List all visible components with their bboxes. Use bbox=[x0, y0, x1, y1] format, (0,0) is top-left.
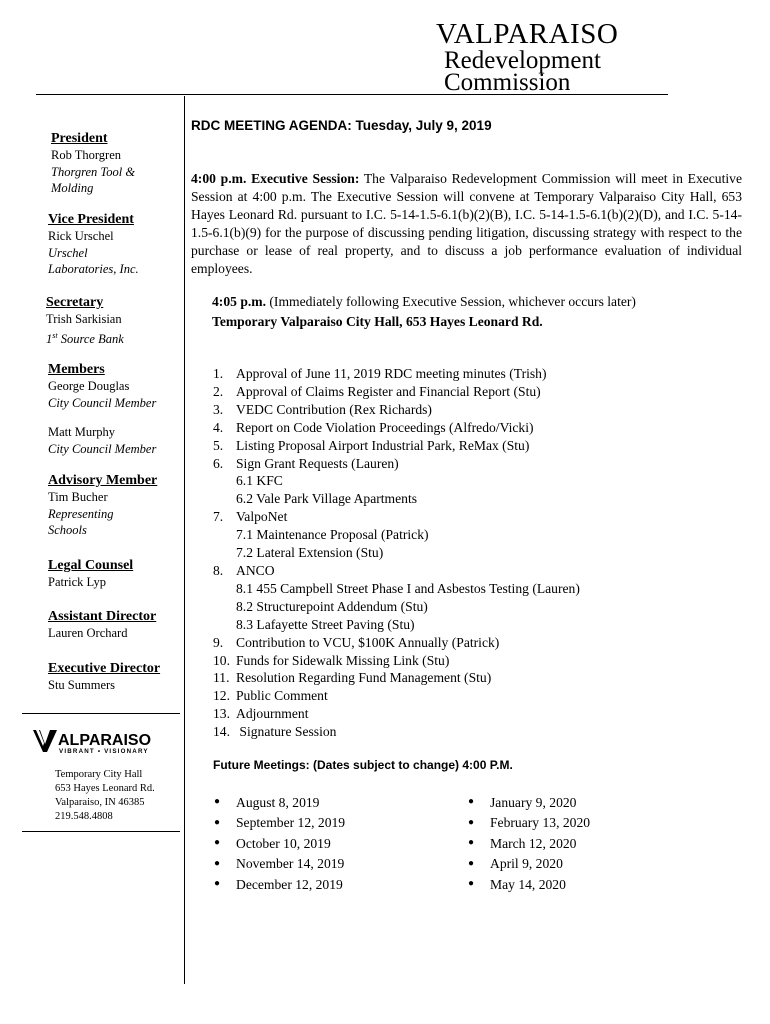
future-meeting-date-text: September 12, 2019 bbox=[236, 815, 346, 831]
meeting-location: Temporary Valparaiso City Hall, 653 Hayes Leonard Rd. bbox=[212, 314, 543, 329]
sidebar-advisory-member bbox=[48, 473, 180, 539]
advisory-member-title: Advisory Member bbox=[48, 473, 158, 488]
future-meeting-date bbox=[468, 793, 590, 813]
executive-director-name: Stu Summers bbox=[48, 678, 116, 692]
agenda-item-number: 2. bbox=[213, 383, 224, 399]
agenda-item bbox=[213, 365, 580, 383]
vice-president-name: Rick Urschel bbox=[48, 229, 114, 243]
president-name: Rob Thorgren bbox=[51, 148, 122, 162]
vice-president-org-line1: Urschel bbox=[48, 245, 88, 260]
agenda-item-text: Adjournment bbox=[236, 706, 309, 722]
president-org-line2: Molding bbox=[51, 181, 94, 195]
future-meeting-date bbox=[214, 854, 345, 874]
member-name: Matt Murphy bbox=[48, 425, 116, 439]
agenda-item-number: 7. bbox=[213, 509, 224, 525]
agenda-item-number: 4. bbox=[213, 419, 224, 435]
secretary-name: Trish Sarkisian bbox=[46, 312, 122, 326]
agenda-item-number: 14. bbox=[213, 724, 230, 740]
president-title: President bbox=[51, 131, 108, 146]
agenda-subitem: 6.1 KFC bbox=[236, 473, 283, 489]
future-meeting-date-text: May 14, 2020 bbox=[490, 876, 566, 892]
sidebar-divider bbox=[184, 96, 185, 984]
agenda-subitem: 6.2 Vale Park Village Apartments bbox=[236, 491, 418, 507]
future-meetings-right bbox=[468, 793, 590, 895]
logo-wordmark: ALPARAISO bbox=[58, 732, 152, 749]
sidebar-president bbox=[51, 131, 183, 197]
future-meeting-date bbox=[468, 875, 590, 895]
future-meeting-date-text: February 13, 2020 bbox=[490, 815, 591, 831]
sidebar-secretary bbox=[46, 295, 178, 347]
logo-tagline: VIBRANT • VISIONARY bbox=[59, 748, 149, 754]
bullet-icon: ● bbox=[214, 816, 221, 828]
header-divider bbox=[36, 94, 668, 95]
address-divider-bottom bbox=[22, 831, 180, 832]
president-org-line1: Thorgren Tool & bbox=[51, 164, 136, 179]
meeting-time-note: (Immediately following Executive Session, whichever occurs later) bbox=[266, 294, 636, 309]
future-meeting-date bbox=[214, 875, 345, 895]
agenda-item-text: Public Comment bbox=[236, 688, 328, 704]
agenda-item-text: Contribution to VCU, $100K Annually (Patrick) bbox=[236, 634, 500, 650]
future-meeting-date bbox=[468, 854, 590, 874]
agenda-item-text: Approval of Claims Register and Financial Report (Stu) bbox=[236, 383, 541, 399]
executive-session-paragraph bbox=[191, 170, 742, 278]
executive-session-text: The Valparaiso Redevelopment Commission will meet in Executive Session at 4:00 p.m. The Executive Session will convene at Temporary Valparaiso City Hall, 653 Hayes Leonard Rd. pursuant to I.C. 5-14-1.5-6.1(b)(2)(B), I.C. 5-14-1.5-6.1(b)(2)(D), and I.C. 5-14-1.5-6.1(b)(9) for the purpose of discussing pending litigation, discussing strategy with respect to the purchase or lease of real property, and to discuss a job performance evaluation of individual employees. bbox=[191, 171, 742, 276]
agenda-item-text: VEDC Contribution (Rex Richards) bbox=[236, 401, 432, 417]
member-name: George Douglas bbox=[48, 379, 130, 393]
agenda-item-text: Report on Code Violation Proceedings (Alfredo/Vicki) bbox=[236, 419, 534, 435]
agenda-item-number: 5. bbox=[213, 437, 224, 453]
agenda-item bbox=[213, 455, 580, 473]
advisory-member-org-line1: Representing bbox=[48, 506, 114, 521]
future-meeting-date-text: October 10, 2019 bbox=[236, 835, 331, 851]
agenda-heading: RDC MEETING AGENDA: Tuesday, July 9, 2019 bbox=[191, 118, 492, 133]
bullet-icon: ● bbox=[468, 837, 475, 849]
agenda-item-text: Signature Session bbox=[236, 724, 337, 740]
secretary-org-sup: st bbox=[52, 330, 58, 340]
sidebar-assistant-director bbox=[48, 609, 180, 642]
sidebar-vice-president bbox=[48, 212, 180, 278]
agenda-item-number: 1. bbox=[213, 366, 224, 381]
secretary-org-rest: Source Bank bbox=[57, 331, 124, 346]
bullet-icon: ● bbox=[468, 816, 475, 828]
assistant-director-name: Lauren Orchard bbox=[48, 626, 128, 640]
address-block bbox=[55, 768, 155, 824]
agenda-item-text: ValpoNet bbox=[236, 509, 288, 525]
agenda-item-number: 10. bbox=[213, 652, 230, 668]
agenda-item-number: 9. bbox=[213, 634, 224, 650]
agenda-item bbox=[213, 705, 580, 723]
sidebar-members bbox=[48, 362, 180, 457]
advisory-member-org-line2: Schools bbox=[48, 523, 87, 537]
agenda-subitem: 7.2 Lateral Extension (Stu) bbox=[236, 545, 384, 561]
future-meeting-date bbox=[214, 813, 345, 833]
agenda-item-text: Resolution Regarding Fund Management (Stu) bbox=[236, 670, 492, 686]
commission-subtitle-line1: Redevelopment bbox=[444, 47, 601, 74]
agenda-item-number: 8. bbox=[213, 562, 224, 578]
agenda-item-text: Funds for Sidewalk Missing Link (Stu) bbox=[236, 652, 450, 668]
agenda-item-number: 12. bbox=[213, 688, 230, 704]
agenda-item-text: Approval of June 11, 2019 RDC meeting minutes (Trish) bbox=[236, 366, 547, 381]
address-line: 653 Hayes Leonard Rd. bbox=[55, 783, 155, 794]
future-meeting-date-text: December 12, 2019 bbox=[236, 876, 343, 892]
agenda-item bbox=[213, 383, 580, 401]
agenda-subitem: 8.2 Structurepoint Addendum (Stu) bbox=[236, 598, 428, 614]
address-line: Temporary City Hall bbox=[55, 769, 143, 780]
bullet-icon: ● bbox=[214, 857, 221, 869]
advisory-member-name: Tim Bucher bbox=[48, 490, 108, 504]
valparaiso-logo-icon bbox=[33, 730, 173, 754]
agenda-item bbox=[213, 419, 580, 437]
future-meeting-date-text: November 14, 2019 bbox=[236, 856, 345, 872]
agenda-item bbox=[213, 687, 580, 705]
logo-divider-top bbox=[22, 713, 180, 714]
executive-session-label: 4:00 p.m. Executive Session: bbox=[191, 171, 360, 186]
agenda-item bbox=[213, 723, 580, 741]
future-meetings-left bbox=[214, 793, 345, 895]
agenda-subitem: 8.1 455 Campbell Street Phase I and Asbestos Testing (Lauren) bbox=[236, 580, 580, 596]
agenda-item-number: 13. bbox=[213, 706, 230, 722]
address-line: 219.548.4808 bbox=[55, 811, 113, 822]
vice-president-title: Vice President bbox=[48, 212, 134, 227]
member-role: City Council Member bbox=[48, 441, 157, 456]
agenda-item-number: 3. bbox=[213, 401, 224, 417]
agenda-item-number: 6. bbox=[213, 455, 224, 471]
commission-subtitle-line2: Commission bbox=[444, 69, 571, 96]
agenda-subitem: 8.3 Lafayette Street Paving (Stu) bbox=[236, 616, 415, 632]
future-meetings-heading: Future Meetings: (Dates subject to change) 4:00 P.M. bbox=[213, 758, 513, 772]
future-meeting-date-text: March 12, 2020 bbox=[490, 835, 577, 851]
secretary-title: Secretary bbox=[46, 295, 104, 310]
agenda-items bbox=[213, 365, 580, 741]
agenda-subitem: 7.1 Maintenance Proposal (Patrick) bbox=[236, 527, 429, 543]
member-role: City Council Member bbox=[48, 395, 157, 410]
assistant-director-title: Assistant Director bbox=[48, 609, 157, 624]
future-meeting-date-text: August 8, 2019 bbox=[236, 795, 320, 810]
members-title: Members bbox=[48, 362, 105, 377]
bullet-icon: ● bbox=[468, 877, 475, 889]
future-meeting-date-text: January 9, 2020 bbox=[490, 795, 577, 810]
future-meeting-date-text: April 9, 2020 bbox=[490, 856, 563, 872]
agenda-item bbox=[213, 669, 580, 687]
future-meeting-date bbox=[214, 793, 345, 813]
agenda-item bbox=[213, 652, 580, 670]
future-meeting-date bbox=[214, 834, 345, 854]
sidebar-legal-counsel bbox=[48, 558, 180, 591]
executive-director-title: Executive Director bbox=[48, 661, 161, 676]
future-meeting-date bbox=[468, 834, 590, 854]
legal-counsel-title: Legal Counsel bbox=[48, 558, 134, 573]
meeting-time: 4:05 p.m. bbox=[212, 294, 266, 309]
sidebar-executive-director bbox=[48, 661, 180, 694]
agenda-item-text: Sign Grant Requests (Lauren) bbox=[236, 455, 399, 471]
bullet-icon: ● bbox=[214, 796, 221, 808]
agenda-item bbox=[213, 437, 580, 455]
meeting-time-line bbox=[212, 293, 636, 311]
commission-title: VALPARAISO bbox=[436, 18, 619, 50]
bullet-icon: ● bbox=[214, 877, 221, 889]
agenda-item-text: Listing Proposal Airport Industrial Park, ReMax (Stu) bbox=[236, 437, 530, 453]
agenda-item bbox=[213, 562, 580, 580]
legal-counsel-name: Patrick Lyp bbox=[48, 575, 106, 589]
agenda-item bbox=[213, 634, 580, 652]
secretary-org-num: 1 bbox=[46, 331, 53, 346]
bullet-icon: ● bbox=[468, 796, 475, 808]
agenda-item-text: ANCO bbox=[236, 562, 275, 578]
agenda-item-number: 11. bbox=[213, 670, 230, 686]
bullet-icon: ● bbox=[214, 837, 221, 849]
agenda-item bbox=[213, 508, 580, 526]
agenda-item bbox=[213, 401, 580, 419]
vice-president-org-line2: Laboratories, Inc. bbox=[48, 262, 139, 276]
future-meeting-date bbox=[468, 813, 590, 833]
secretary-org bbox=[46, 328, 178, 348]
valparaiso-logo bbox=[33, 730, 173, 754]
address-line: Valparaiso, IN 46385 bbox=[55, 797, 145, 808]
bullet-icon: ● bbox=[468, 857, 475, 869]
